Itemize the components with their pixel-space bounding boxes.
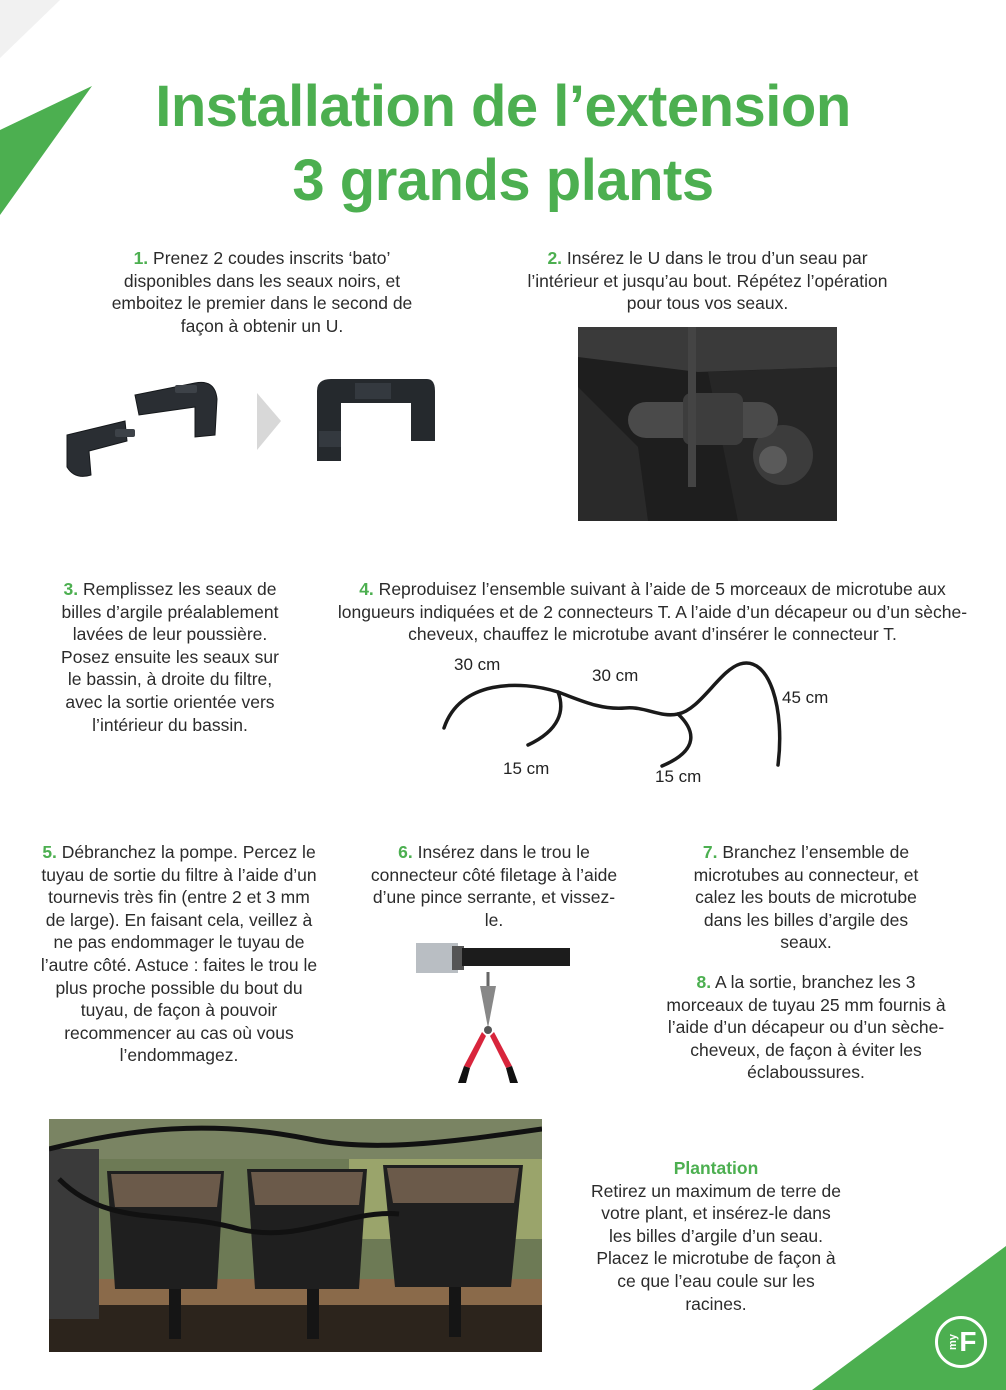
step-number: 8.	[696, 972, 712, 992]
step-number: 7.	[702, 842, 718, 862]
step-4	[335, 578, 970, 646]
step-text: A la sortie, branchez les 3 morceaux de tuyau 25 mm fournis à l’aide d’un décapeur ou d’un sèche-cheveux, de façon à éviter les éclaboussures.	[666, 972, 946, 1083]
pliers-connector-image	[416, 938, 572, 1083]
step-number: 5.	[42, 842, 57, 862]
diagram-label-45cm: 45 cm	[782, 688, 829, 707]
step-text: Débranchez la pompe. Percez le tuyau de sortie du filtre à l’aide d’un tournevis très fin (entre 2 et 3 mm de large). En faisant cela, veillez à ne pas endommager le tuyau de l’autre côté. Astuce : faites le trou le plus proche possible du bout du tuyau, de façon à pouvoir recommencer au cas où vous l’endommagez.	[40, 842, 318, 1066]
step-3	[60, 578, 280, 736]
step-number: 4.	[359, 579, 374, 599]
step-number: 2.	[547, 248, 563, 268]
step-text: Prenez 2 coudes inscrits ‘bato’ disponibles dans les seaux noirs, et emboitez le premier dans le second de façon à obtenir un U.	[111, 248, 413, 336]
logo-letter: F	[959, 1326, 977, 1357]
plantation-title: Plantation	[673, 1158, 759, 1178]
step-5	[40, 841, 318, 1067]
title-line-1: Installation de l’extension	[155, 74, 851, 139]
step-6	[368, 841, 620, 931]
diagram-label-30cm-middle: 30 cm	[592, 666, 639, 685]
diagram-label-30cm-left: 30 cm	[454, 655, 501, 674]
diagram-label-15cm-left: 15 cm	[503, 759, 550, 778]
step-1	[92, 247, 432, 337]
step-number: 3.	[63, 579, 79, 599]
plantation-section	[590, 1157, 842, 1315]
step-text: Insérez le U dans le trou d’un seau par l’intérieur et jusqu’au bout. Répétez l’opération pour tous vos seaux.	[527, 248, 888, 314]
step-text: Remplissez les seaux de billes d’argile préalablement lavées de leur poussière. Posez ensuite les seaux sur le bassin, à droite du filtre, avec la sortie orientée vers l’intérieur du bassin.	[61, 579, 279, 735]
step-7	[680, 841, 932, 954]
step-text: Branchez l’ensemble de microtubes au connecteur, et calez les bouts de microtube dans les billes d’argile des seaux.	[693, 842, 919, 953]
brand-logo	[935, 1316, 987, 1368]
logo-small-text: my	[947, 1334, 960, 1350]
step-text: Reproduisez l’ensemble suivant à l’aide de 5 morceaux de microtube aux longueurs indiquées et de 2 connecteurs T. A l’aide d’un décapeur ou d’un sèche-cheveux, chauffez le microtube avant d’insérer le connecteur T.	[337, 579, 968, 645]
installed-buckets-photo	[49, 1119, 542, 1352]
plantation-text: Retirez un maximum de terre de votre plant, et insérez-le dans les billes d’argile d’un seau. Placez le microtube de façon à ce que l’eau coule sur les racines.	[591, 1180, 841, 1314]
step-8	[660, 971, 952, 1084]
page-title	[0, 70, 1006, 218]
elbow-pieces-image	[55, 355, 445, 495]
bucket-hole-photo	[578, 327, 837, 521]
step-number: 1.	[133, 248, 149, 268]
step-text: Insérez dans le trou le connecteur côté filetage à l’aide d’une pince serrante, et vissez-le.	[370, 842, 618, 930]
title-line-2: 3 grands plants	[292, 148, 714, 213]
diagram-label-15cm-right: 15 cm	[655, 767, 702, 786]
step-number: 6.	[398, 842, 413, 862]
step-2	[525, 247, 890, 315]
